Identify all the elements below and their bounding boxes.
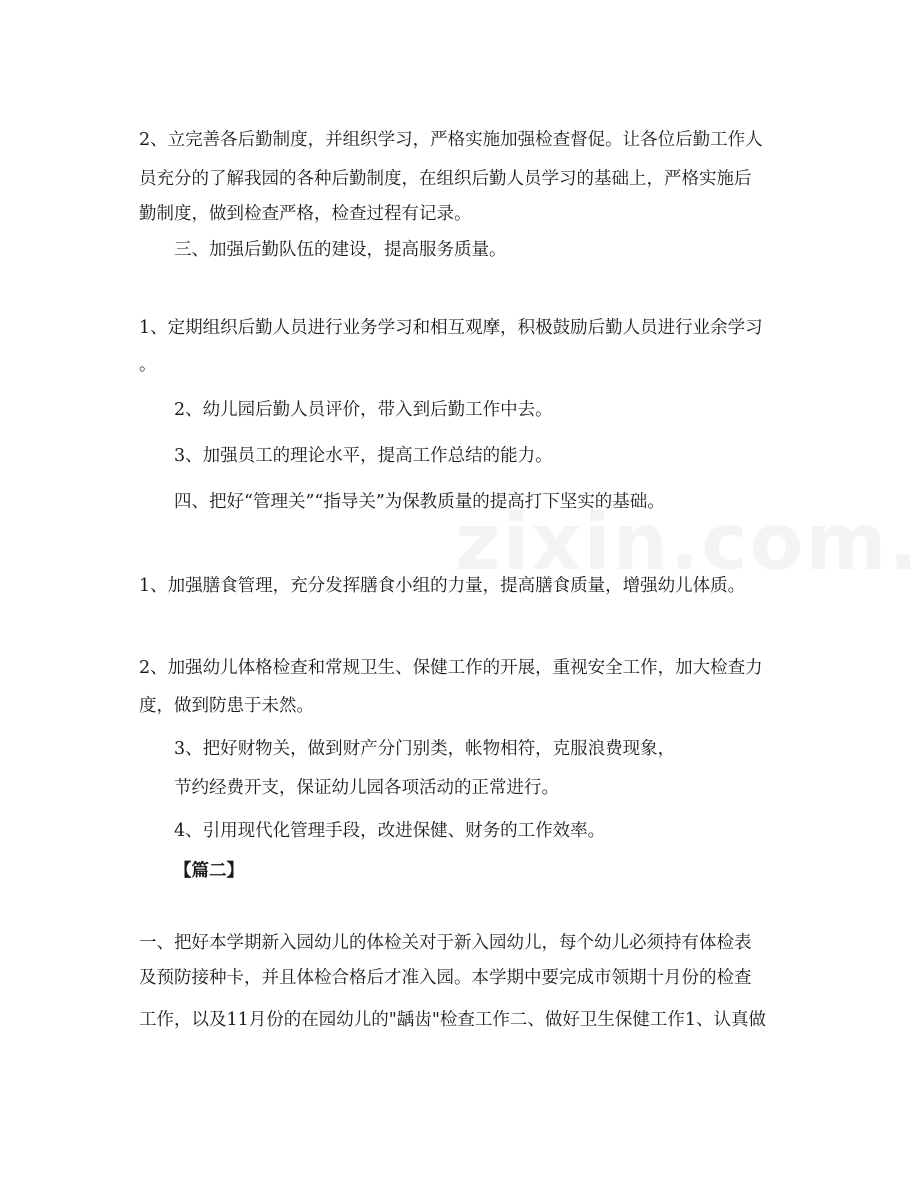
text-line: 2、幼儿园后勤人员评价，带入到后勤工作中去。 [174,400,553,420]
text-line: 2、加强幼儿体格检查和常规卫生、保健工作的开展，重视安全工作，加大检查力 [139,658,763,678]
text-line: 节约经费开支，保证幼儿园各项活动的正常进行。 [174,778,559,798]
text-line: 四、把好“管理关”“指导关”为保教质量的提高打下坚实的基础。 [174,492,665,512]
text-line: 4、引用现代化管理手段，改进保健、财务的工作效率。 [174,821,606,841]
text-line: 员充分的了解我园的各种后勤制度，在组织后勤人员学习的基础上，严格实施后 [139,169,752,189]
text-line: 1、加强膳食管理，充分发挥膳食小组的力量，提高膳食质量，增强幼儿体质。 [139,576,746,596]
text-line: 。 [139,355,157,375]
text-line: 三、加强后勤队伍的建设，提高服务质量。 [174,240,507,260]
text-line: 一、把好本学期新入园幼儿的体检关对于新入园幼儿，每个幼儿必须持有体检表 [139,933,752,953]
text-line: 度，做到防患于未然。 [139,696,314,716]
section-heading: 【篇二】 [174,861,244,881]
text-line: 3、把好财物关，做到财产分门别类，帐物相符，克服浪费现象， [174,739,676,759]
text-line: 3、加强员工的理论水平，提高工作总结的能力。 [174,446,553,466]
text-line: 1、定期组织后勤人员进行业务学习和相互观摩，积极鼓励后勤人员进行业余学习 [139,318,763,338]
text-line: 及预防接种卡，并且体检合格后才准入园。本学期中要完成市领期十月份的检查 [139,968,752,988]
text-line: 勤制度，做到检查严格，检查过程有记录。 [139,204,472,224]
text-line: 工作，以及11月份的在园幼儿的"龋齿"检查工作二、做好卫生保健工作1、认真做 [139,1010,766,1030]
text-line: 2、立完善各后勤制度，并组织学习，严格实施加强检查督促。让各位后勤工作人 [139,130,763,150]
